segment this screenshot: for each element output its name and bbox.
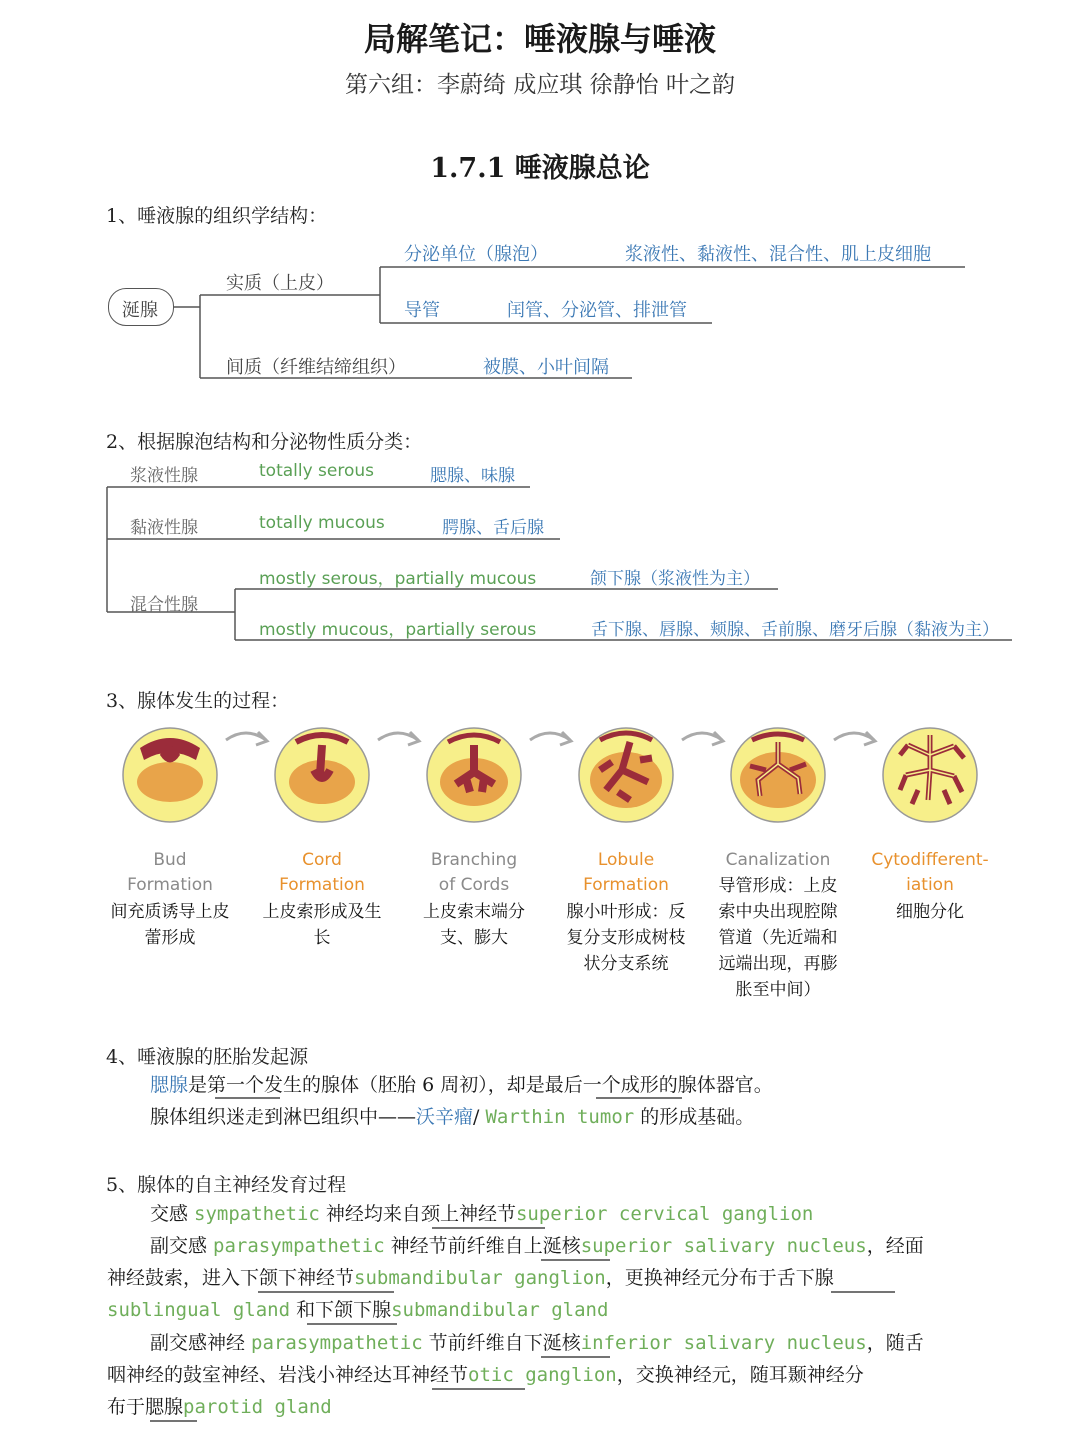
s5-p2b: 神经鼓索，进入下颌下神经节submandibular ganglion，更换神经元分布于舌下腺 [107,1267,834,1289]
s5-p3b: 咽神经的鼓室神经、岩浅小神经达耳神经节otic ganglion，交换神经元，随耳颞神经分 [107,1364,864,1386]
s4-line-2: 腺体组织迷走到淋巴组织中——沃辛瘤/ Warthin tumor 的形成基础。 [150,1106,755,1128]
class-row-type: 浆液性腺 [130,466,198,486]
class-row-desc: mostly serous，partially mucous [259,569,537,589]
stage-4-title: Lobule Formation [583,850,669,895]
stage-3-desc: 上皮索末端分支、膨大 [423,902,525,948]
duct-types: 闰管、分泌管、排泄管 [507,300,687,321]
s4-heading: 4、唾液腺的胚胎发起源 [106,1046,309,1068]
section-title: 1.7.1 唾液腺总论 [430,153,650,184]
stage-2-image [275,728,369,822]
class-row-glands: 腮腺、味腺 [430,466,515,486]
ducts-label: 导管 [404,300,440,321]
page-title: 局解笔记：唾液腺与唾液 [363,20,716,58]
class-row-glands: 腭腺、舌后腺 [442,518,544,538]
class-row-desc: mostly mucous，partially serous [259,620,537,640]
s1-heading: 1、唾液腺的组织学结构： [106,205,328,227]
class-row-type: 黏液性腺 [130,518,198,538]
class-row-desc: totally mucous [259,513,385,533]
s5-p3c: 布于腮腺parotid gland [107,1396,332,1418]
stage-5-title: Canalization [725,850,831,870]
stroma-label: 间质（纤维结缔组织） [226,357,406,378]
stage-6-desc: 细胞分化 [896,902,964,922]
stage-1-image [123,728,217,822]
stage-1-title: Bud Formation [127,850,213,895]
class-row-glands: 舌下腺、唇腺、颊腺、舌前腺、磨牙后腺（黏液为主） [591,620,999,640]
authors: 第六组：李蔚绮 成应琪 徐静怡 叶之韵 [345,72,735,98]
stage-1-desc: 间充质诱导上皮蕾形成 [110,902,230,948]
stage-6-title: Cytodifferent- iation [871,850,989,895]
root-label: 涎腺 [122,300,158,321]
s5-p2a: 副交感 parasympathetic 神经节前纤维自上涎核superior salivary nucleus，经面 [150,1235,924,1257]
parenchyma-label: 实质（上皮） [226,273,334,294]
secretory-types: 浆液性、黏液性、混合性、肌上皮细胞 [625,244,931,265]
stage-3-image [427,728,521,822]
stage-6-image [883,728,977,822]
stage-5-image [731,728,825,822]
stroma-parts: 被膜、小叶间隔 [483,357,609,378]
class-row-type: 混合性腺 [130,595,198,615]
s2-heading: 2、根据腺泡结构和分泌物性质分类： [106,431,423,453]
s3-heading: 3、腺体发生的过程： [106,690,290,712]
s5-heading: 5、腺体的自主神经发育过程 [106,1174,347,1196]
class-row-desc: totally serous [259,461,375,481]
stage-2-title: Cord Formation [279,850,365,895]
s5-p1: 交感 sympathetic 神经均来自颈上神经节superior cervical ganglion [150,1203,814,1225]
stage-3-title: Branching of Cords [430,850,518,895]
class-row-glands: 颌下腺（浆液性为主） [590,569,760,589]
stage-4-image [579,728,673,822]
stage-5-desc: 导管形成：上皮索中央出现腔隙管道（先近端和远端出现，再膨胀至中间） [718,876,838,1000]
stage-2-desc: 上皮索形成及生长 [262,902,382,948]
s5-p3a: 副交感神经 parasympathetic 节前纤维自下涎核inferior salivary nucleus，随舌 [150,1332,924,1354]
s5-p2c: sublingual gland 和下颌下腺submandibular gland [107,1299,609,1321]
s4-line-1: 腮腺是第一个发生的腺体（胚胎 6 周初），却是最后一个成形的腺体器官。 [150,1074,773,1096]
stage-4-desc: 腺小叶形成：反复分支形成树枝状分支系统 [566,902,686,974]
secretory-unit-label: 分泌单位（腺泡） [404,244,548,265]
